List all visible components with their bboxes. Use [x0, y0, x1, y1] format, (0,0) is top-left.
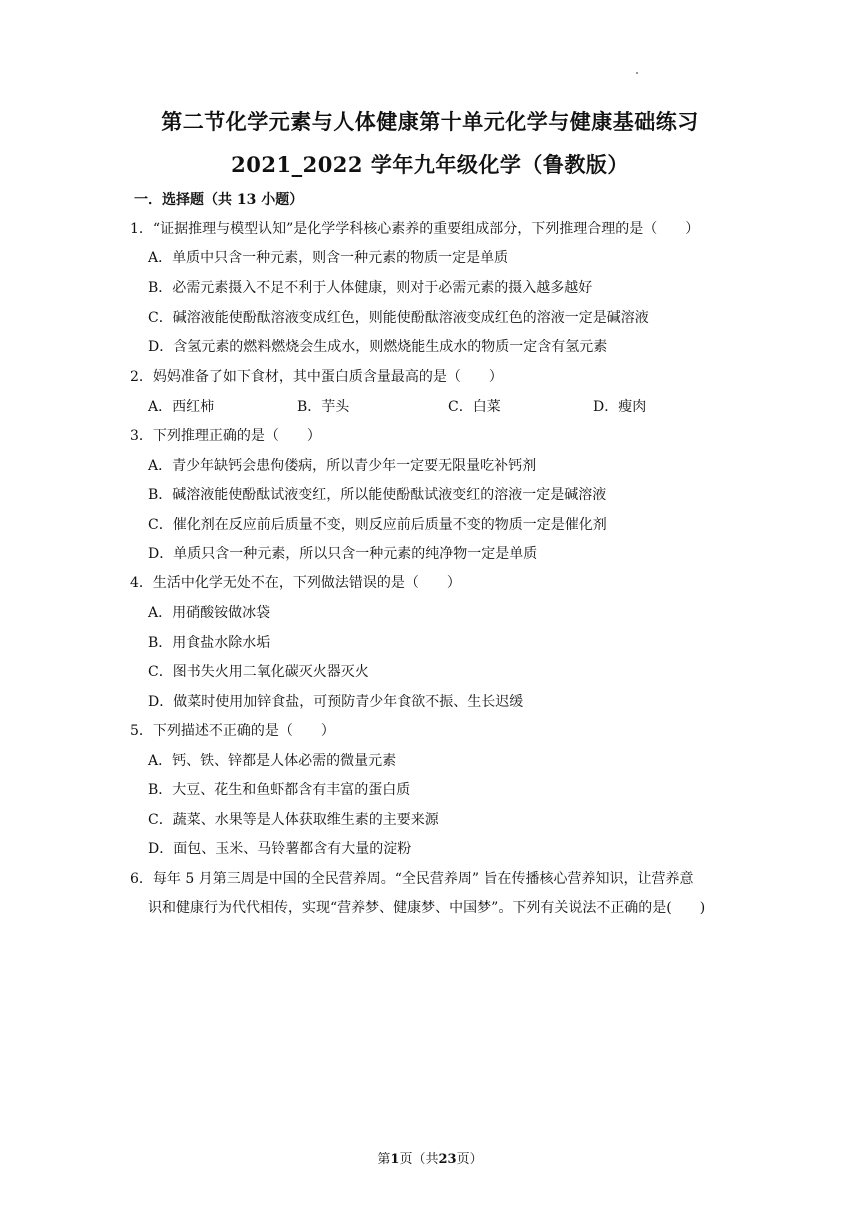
question-4-option-c: C．图书失火用二氧化碳灭火器灭火 — [148, 664, 369, 680]
question-5-option-b: B．大豆、花生和鱼虾都含有丰富的蛋白质 — [148, 782, 411, 798]
question-4-option-b: B．用食盐水除水垢 — [148, 635, 271, 651]
footer-suffix: 页） — [456, 1152, 483, 1167]
question-5-stem: 5．下列描述不正确的是（ ） — [130, 723, 335, 739]
question-3-option-d: D．单质只含一种元素，所以只含一种元素的纯净物一定是单质 — [148, 546, 538, 562]
footer-middle: 页（共 — [399, 1152, 439, 1167]
question-5-option-d: D．面包、玉米、马铃薯都含有大量的淀粉 — [148, 841, 412, 857]
question-2-option-d: D．瘦肉 — [593, 399, 647, 415]
question-1-option-c: C．碱溶液能使酚酞溶液变成红色，则能使酚酞溶液变成红色的溶液一定是碱溶液 — [148, 310, 649, 326]
question-3-option-b: B．碱溶液能使酚酞试液变红，所以能使酚酞试液变红的溶液一定是碱溶液 — [148, 487, 607, 503]
question-4-stem: 4．生活中化学无处不在，下列做法错误的是（ ） — [130, 575, 461, 591]
question-1-option-a: A．单质中只含一种元素，则含一种元素的物质一定是单质 — [148, 250, 509, 266]
question-2-stem: 2．妈妈准备了如下食材，其中蛋白质含量最高的是（ ） — [130, 369, 503, 385]
document-subtitle: 2021_2022 学年九年级化学（鲁教版） — [231, 152, 629, 177]
section-heading: 一．选择题（共 13 小题） — [134, 192, 304, 208]
question-2-option-c: C．白菜 — [448, 399, 501, 415]
document-title: 第二节化学元素与人体健康第十单元化学与健康基础练习 — [161, 109, 699, 134]
question-4-option-a: A．用硝酸铵做冰袋 — [148, 605, 271, 621]
question-5-option-c: C．蔬菜、水果等是人体获取维生素的主要来源 — [148, 812, 439, 828]
footer-total-pages: 23 — [438, 1152, 457, 1167]
page-footer — [0, 1148, 860, 1167]
footer-prefix: 第 — [377, 1152, 391, 1167]
question-6-stem-continued: 识和健康行为代代相传，实现“营养梦、健康梦、中国梦”。下列有关说法不正确的是( ) — [148, 900, 706, 916]
question-3-option-a: A．青少年缺钙会患佝偻病，所以青少年一定要无限量吃补钙剂 — [148, 458, 537, 474]
question-1-stem: 1．“证据推理与模型认知”是化学学科核心素养的重要组成部分，下列推理合理的是（ ） — [130, 221, 700, 237]
question-6-stem: 6．每年 5 月第三周是中国的全民营养周。“全民营养周” 旨在传播核心营养知识，让营养意 — [130, 871, 694, 887]
question-2-option-b: B．芋头 — [297, 399, 350, 415]
question-1-option-d: D．含氢元素的燃料燃烧会生成水，则燃烧能生成水的物质一定含有氢元素 — [148, 339, 608, 355]
question-2-option-a: A．西红柿 — [148, 399, 215, 415]
question-3-option-c: C．催化剂在反应前后质量不变，则反应前后质量不变的物质一定是催化剂 — [148, 517, 607, 533]
question-5-option-a: A．钙、铁、锌都是人体必需的微量元素 — [148, 753, 397, 769]
question-1-option-b: B．必需元素摄入不足不利于人体健康，则对于必需元素的摄入越多越好 — [148, 280, 593, 296]
scan-dot — [636, 72, 638, 74]
footer-page-number: 1 — [390, 1152, 400, 1167]
question-3-stem: 3．下列推理正确的是（ ） — [130, 428, 321, 444]
question-4-option-d: D．做菜时使用加锌食盐，可预防青少年食欲不振、生长迟缓 — [148, 694, 524, 710]
